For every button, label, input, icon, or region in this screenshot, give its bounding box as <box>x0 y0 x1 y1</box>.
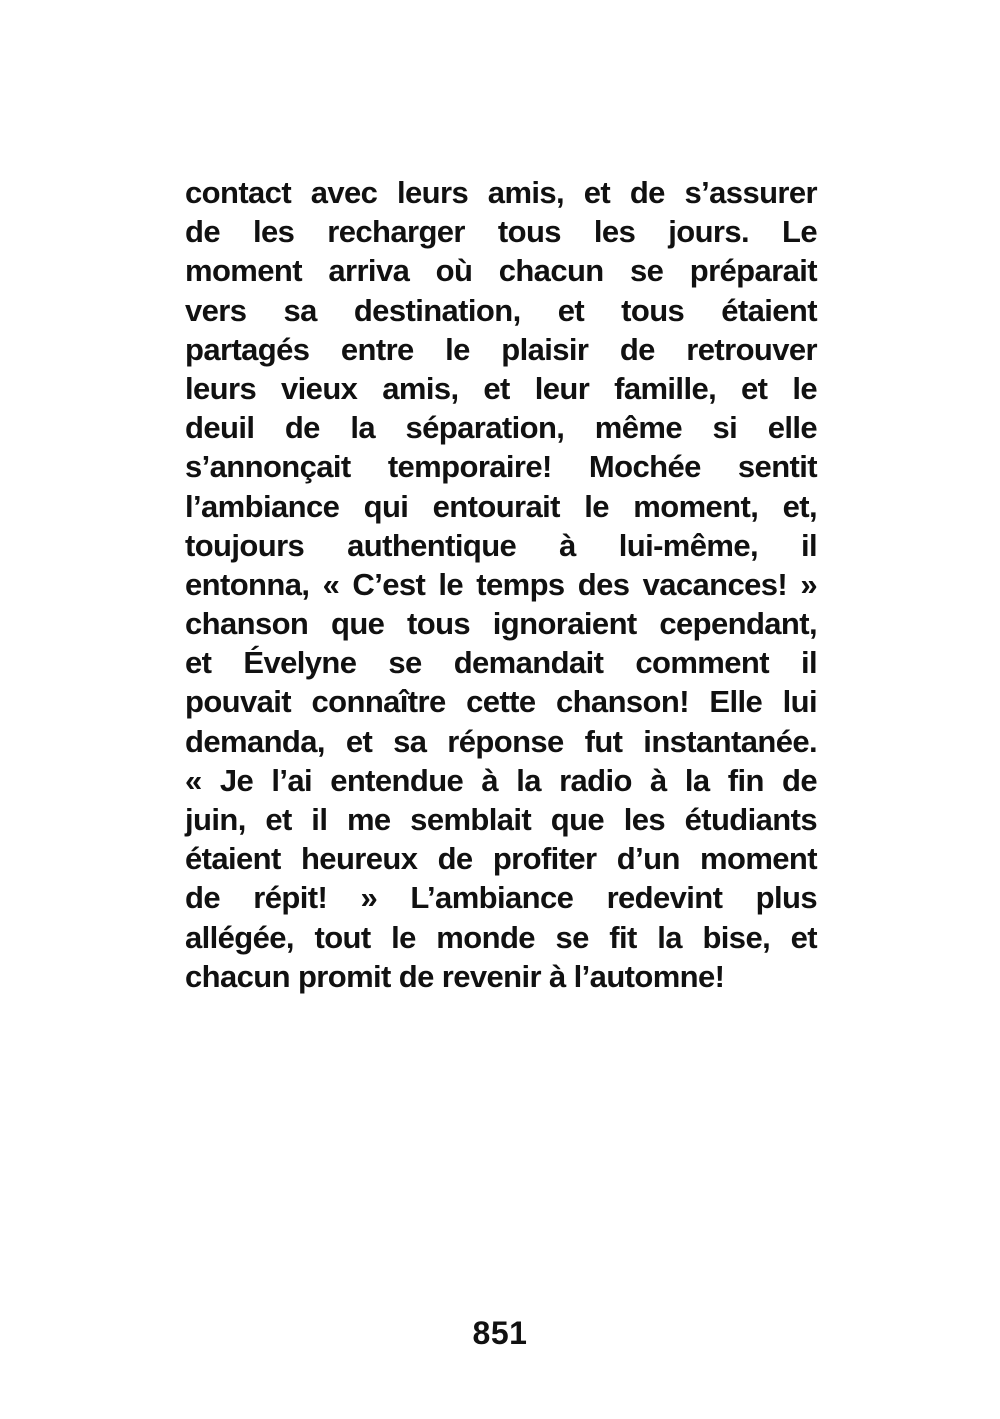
body-text <box>185 173 817 996</box>
text-line: entonna, « C’est le temps des vacances! » <box>185 566 817 602</box>
text-line: vers sa destination, et tous étaient <box>185 292 817 328</box>
text-line: partagés entre le plaisir de retrouver <box>185 331 817 367</box>
text-line: toujours authentique à lui-même, il <box>185 527 817 563</box>
text-line: de répit! » L’ambiance redevint plus <box>185 880 817 916</box>
text-line: chanson que tous ignoraient cependant, <box>185 606 817 642</box>
text-line: chacun promit de revenir à l’automne! <box>185 958 725 994</box>
text-line: l’ambiance qui entourait le moment, et, <box>185 488 817 524</box>
text-line: pouvait connaître cette chanson! Elle lui <box>185 684 817 720</box>
text-line: de les recharger tous les jours. Le <box>185 214 817 250</box>
text-line: moment arriva où chacun se préparait <box>185 253 817 289</box>
page-number: 851 <box>472 1315 528 1351</box>
text-line: contact avec leurs amis, et de s’assurer <box>185 175 817 210</box>
text-line: s’annonçait temporaire! Mochée sentit <box>185 449 817 485</box>
text-line: demanda, et sa réponse fut instantanée. <box>185 723 817 759</box>
text-line: « Je l’ai entendue à la radio à la fin de <box>185 762 817 798</box>
text-line: et Évelyne se demandait comment il <box>185 645 817 681</box>
text-line: étaient heureux de profiter d’un moment <box>185 841 817 877</box>
text-line: juin, et il me semblait que les étudiants <box>185 802 817 837</box>
text-line: deuil de la séparation, même si elle <box>185 410 817 446</box>
text-line: allégée, tout le monde se fit la bise, et <box>185 919 817 955</box>
text-line: leurs vieux amis, et leur famille, et le <box>185 370 817 406</box>
